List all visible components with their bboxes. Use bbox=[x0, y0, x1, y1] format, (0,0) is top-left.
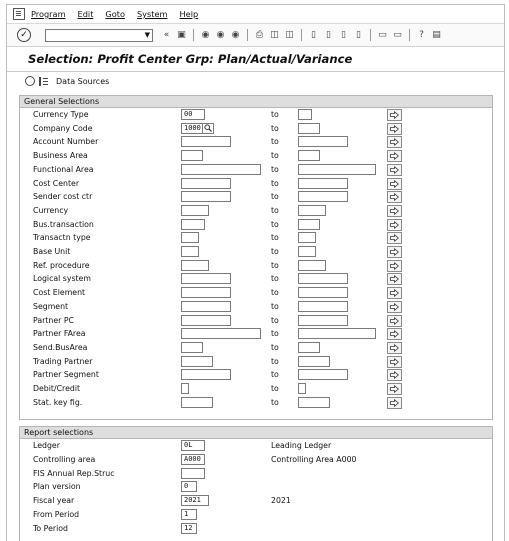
general-selections-group bbox=[19, 95, 493, 420]
report-row bbox=[20, 440, 492, 453]
to-field[interactable] bbox=[298, 397, 330, 408]
selection-label: Currency Type bbox=[33, 110, 89, 119]
last-page-icon[interactable]: ▯ bbox=[356, 30, 361, 40]
report-label: From Period bbox=[33, 510, 80, 519]
to-label: to bbox=[271, 274, 279, 284]
report-field[interactable]: 0 bbox=[181, 481, 197, 492]
group-header: Report selections bbox=[20, 427, 492, 439]
from-field[interactable]: 1000 bbox=[181, 123, 203, 134]
report-row bbox=[20, 481, 492, 494]
to-field[interactable] bbox=[298, 315, 348, 326]
selection-label: Base Unit bbox=[33, 247, 71, 256]
to-label: to bbox=[271, 342, 279, 352]
to-label: to bbox=[271, 301, 279, 311]
next-page-icon[interactable]: ▯ bbox=[341, 30, 346, 40]
from-field[interactable] bbox=[181, 287, 231, 298]
sap-window bbox=[6, 4, 505, 541]
multiple-selection-arrow-icon[interactable] bbox=[387, 164, 402, 176]
report-row bbox=[20, 454, 492, 467]
to-label: to bbox=[271, 356, 279, 366]
selection-label: Transactn type bbox=[33, 233, 91, 243]
selection-row bbox=[20, 342, 492, 355]
toolbar-separator bbox=[301, 29, 302, 41]
report-field[interactable]: 0L bbox=[181, 440, 205, 451]
multiple-selection-arrow-icon[interactable] bbox=[387, 287, 402, 299]
selection-label: Trading Partner bbox=[33, 356, 93, 366]
to-field[interactable] bbox=[298, 287, 348, 298]
multiple-selection-arrow-icon[interactable] bbox=[387, 136, 402, 148]
selection-label: Send.BusArea bbox=[33, 342, 88, 352]
layout-menu-icon[interactable]: ▤ bbox=[432, 30, 441, 40]
multiple-selection-arrow-icon[interactable] bbox=[387, 178, 402, 190]
to-field[interactable] bbox=[298, 109, 312, 120]
print-icon[interactable]: ⎙ bbox=[255, 30, 264, 40]
to-field[interactable] bbox=[298, 356, 330, 367]
to-field[interactable] bbox=[298, 246, 316, 257]
page-title: Selection: Profit Center Grp: Plan/Actual/Variance bbox=[28, 52, 353, 66]
from-field[interactable] bbox=[181, 260, 209, 271]
previous-page-icon[interactable]: ▯ bbox=[326, 30, 331, 40]
selection-row bbox=[20, 136, 492, 149]
find-icon[interactable]: ◫ bbox=[270, 30, 279, 40]
to-field[interactable] bbox=[298, 178, 348, 189]
enter-icon[interactable]: ✓ bbox=[17, 28, 31, 42]
report-field[interactable]: 2021 bbox=[181, 495, 209, 506]
selection-label: Segment bbox=[33, 301, 69, 311]
multiple-selection-arrow-icon[interactable] bbox=[387, 328, 402, 340]
to-field[interactable] bbox=[298, 123, 320, 134]
multiple-selection-arrow-icon[interactable] bbox=[387, 150, 402, 162]
multiple-selection-arrow-icon[interactable] bbox=[387, 232, 402, 244]
to-label: to bbox=[271, 164, 279, 174]
report-field[interactable]: 12 bbox=[181, 523, 197, 534]
command-field[interactable] bbox=[45, 29, 153, 42]
toolbar-separator bbox=[370, 29, 371, 41]
screen-title-bar bbox=[7, 47, 504, 72]
selection-label: Partner FArea bbox=[33, 329, 86, 339]
multiple-selection-arrow-icon[interactable] bbox=[387, 356, 402, 368]
multiple-selection-arrow-icon[interactable] bbox=[387, 315, 402, 327]
report-label: Plan version bbox=[33, 482, 81, 492]
from-field[interactable] bbox=[181, 205, 209, 216]
multiple-selection-arrow-icon[interactable] bbox=[387, 260, 402, 272]
from-field[interactable] bbox=[181, 191, 231, 202]
selection-label: Cost Center bbox=[33, 178, 80, 188]
from-field[interactable] bbox=[181, 369, 231, 380]
to-label: to bbox=[271, 397, 279, 407]
selection-label: Cost Element bbox=[33, 288, 86, 298]
standard-toolbar bbox=[7, 24, 504, 47]
selection-label: Bus.transaction bbox=[33, 219, 94, 229]
exit-icon[interactable]: ◉ bbox=[216, 30, 225, 40]
selection-row bbox=[20, 150, 492, 163]
selection-row bbox=[20, 397, 492, 410]
from-field[interactable] bbox=[181, 315, 231, 326]
multiple-selection-arrow-icon[interactable] bbox=[387, 219, 402, 231]
selection-row bbox=[20, 219, 492, 232]
selection-row bbox=[20, 383, 492, 396]
to-field[interactable] bbox=[298, 260, 326, 271]
menu-goto[interactable]: Goto bbox=[105, 9, 125, 19]
to-field[interactable] bbox=[298, 164, 376, 175]
selection-row bbox=[20, 315, 492, 328]
system-menu-icon[interactable] bbox=[13, 8, 25, 20]
selection-row bbox=[20, 356, 492, 369]
multiple-selection-arrow-icon[interactable] bbox=[387, 383, 402, 395]
from-field[interactable] bbox=[181, 150, 203, 161]
report-selections-group bbox=[19, 426, 493, 541]
menu-help[interactable]: Help bbox=[179, 9, 199, 19]
selection-row bbox=[20, 205, 492, 218]
selection-label: Ref. procedure bbox=[33, 260, 90, 270]
from-field[interactable] bbox=[181, 136, 231, 147]
from-field[interactable]: 00 bbox=[181, 109, 205, 120]
to-label: to bbox=[271, 233, 279, 243]
back-icon[interactable]: ◉ bbox=[201, 30, 210, 40]
from-field[interactable] bbox=[181, 301, 231, 312]
multiple-selection-arrow-icon[interactable] bbox=[387, 205, 402, 217]
selection-row bbox=[20, 191, 492, 204]
to-field[interactable] bbox=[298, 150, 320, 161]
multiple-selection-arrow-icon[interactable] bbox=[387, 109, 402, 121]
report-field[interactable]: 1 bbox=[181, 509, 197, 520]
to-field[interactable] bbox=[298, 219, 320, 230]
from-field[interactable] bbox=[181, 273, 231, 284]
collapse-icon[interactable]: « bbox=[163, 30, 170, 40]
to-field[interactable] bbox=[298, 383, 306, 394]
toolbar-separator bbox=[247, 29, 248, 41]
to-label: to bbox=[271, 247, 279, 256]
group-header: General Selections bbox=[20, 96, 492, 108]
multiple-selection-arrow-icon[interactable] bbox=[387, 246, 402, 258]
selection-row bbox=[20, 123, 492, 136]
report-row bbox=[20, 523, 492, 536]
multiple-selection-arrow-icon[interactable] bbox=[387, 342, 402, 354]
execute-icon[interactable] bbox=[25, 76, 35, 86]
to-field[interactable] bbox=[298, 191, 348, 202]
multiple-selection-arrow-icon[interactable] bbox=[387, 369, 402, 381]
first-page-icon[interactable]: ▯ bbox=[311, 30, 316, 40]
to-label: to bbox=[271, 137, 279, 147]
to-label: to bbox=[271, 384, 279, 393]
toolbar-separator bbox=[409, 29, 410, 41]
report-description: 2021 bbox=[271, 496, 291, 506]
multiple-selection-arrow-icon[interactable] bbox=[387, 301, 402, 313]
from-field[interactable] bbox=[181, 397, 213, 408]
report-label: Fiscal year bbox=[33, 496, 75, 506]
to-label: to bbox=[271, 260, 279, 270]
from-field[interactable] bbox=[181, 178, 231, 189]
report-label: Ledger bbox=[33, 441, 60, 450]
to-label: to bbox=[271, 370, 279, 380]
report-field[interactable]: A000 bbox=[181, 454, 205, 465]
to-label: to bbox=[271, 110, 279, 119]
menu-edit[interactable]: Edit bbox=[77, 9, 94, 19]
selection-label: Currency bbox=[33, 205, 69, 215]
from-field[interactable] bbox=[181, 219, 205, 230]
to-label: to bbox=[271, 123, 279, 133]
to-field[interactable] bbox=[298, 369, 348, 380]
help-icon[interactable]: ? bbox=[419, 30, 424, 40]
selection-row bbox=[20, 109, 492, 122]
save-icon[interactable]: ▣ bbox=[177, 30, 186, 40]
selection-label: Functional Area bbox=[33, 164, 94, 174]
to-field[interactable] bbox=[298, 342, 320, 353]
to-field[interactable] bbox=[298, 301, 348, 312]
report-row bbox=[20, 495, 492, 508]
selection-label: Business Area bbox=[33, 151, 88, 161]
variant-list-icon[interactable] bbox=[39, 77, 48, 86]
to-label: to bbox=[271, 329, 279, 339]
chevron-down-icon[interactable]: ▼ bbox=[144, 30, 150, 39]
report-label: Controlling area bbox=[33, 454, 96, 464]
menu-system[interactable]: System bbox=[136, 9, 168, 19]
multiple-selection-arrow-icon[interactable] bbox=[387, 191, 402, 203]
cancel-icon[interactable]: ◉ bbox=[231, 30, 240, 40]
to-label: to bbox=[271, 205, 279, 215]
search-help-icon[interactable] bbox=[203, 123, 214, 134]
selection-row bbox=[20, 260, 492, 273]
selection-label: Partner PC bbox=[33, 315, 74, 325]
find-next-icon[interactable]: ◫ bbox=[285, 30, 294, 40]
to-label: to bbox=[271, 192, 279, 202]
selection-label: Sender cost ctr bbox=[33, 192, 93, 202]
selection-row bbox=[20, 287, 492, 300]
selection-row bbox=[20, 328, 492, 341]
multiple-selection-arrow-icon[interactable] bbox=[387, 397, 402, 409]
selection-row bbox=[20, 164, 492, 177]
report-label: To Period bbox=[33, 523, 68, 533]
report-field[interactable] bbox=[181, 468, 205, 479]
new-session-icon[interactable]: ▭ bbox=[378, 30, 387, 40]
report-label: FIS Annual Rep.Struc bbox=[33, 468, 115, 478]
selection-row bbox=[20, 273, 492, 286]
to-field[interactable] bbox=[298, 328, 376, 339]
from-field[interactable] bbox=[181, 232, 199, 243]
from-field[interactable] bbox=[181, 383, 189, 394]
from-field[interactable] bbox=[181, 246, 199, 257]
to-label: to bbox=[271, 315, 279, 325]
to-label: to bbox=[271, 151, 279, 161]
report-description: Controlling Area A000 bbox=[271, 454, 357, 464]
selection-label: Account Number bbox=[33, 137, 99, 147]
selection-label: Stat. key fig. bbox=[33, 397, 83, 407]
selection-row bbox=[20, 369, 492, 382]
from-field[interactable] bbox=[181, 356, 213, 367]
selection-row bbox=[20, 246, 492, 259]
to-label: to bbox=[271, 288, 279, 298]
menu-program[interactable]: Program bbox=[31, 9, 66, 19]
to-label: to bbox=[271, 219, 279, 229]
data-sources-button[interactable]: Data Sources bbox=[56, 76, 110, 86]
shortcut-icon[interactable]: ▭ bbox=[393, 30, 402, 40]
to-field[interactable] bbox=[298, 232, 316, 243]
selection-label: Company Code bbox=[33, 123, 93, 133]
from-field[interactable] bbox=[181, 328, 261, 339]
menu-bar bbox=[7, 5, 504, 24]
report-description: Leading Ledger bbox=[271, 441, 332, 450]
selection-label: Partner Segment bbox=[33, 370, 99, 380]
to-field[interactable] bbox=[298, 136, 348, 147]
report-row bbox=[20, 509, 492, 522]
selection-row bbox=[20, 232, 492, 245]
multiple-selection-arrow-icon[interactable] bbox=[387, 123, 402, 135]
to-field[interactable] bbox=[298, 273, 348, 284]
multiple-selection-arrow-icon[interactable] bbox=[387, 273, 402, 285]
to-field[interactable] bbox=[298, 205, 326, 216]
toolbar-separator bbox=[193, 29, 194, 41]
from-field[interactable] bbox=[181, 342, 203, 353]
selection-label: Debit/Credit bbox=[33, 384, 81, 393]
application-toolbar bbox=[7, 72, 504, 90]
selection-row bbox=[20, 301, 492, 314]
selection-label: Logical system bbox=[33, 274, 91, 284]
to-label: to bbox=[271, 178, 279, 188]
report-row bbox=[20, 468, 492, 481]
selection-row bbox=[20, 178, 492, 191]
from-field[interactable] bbox=[181, 164, 261, 175]
